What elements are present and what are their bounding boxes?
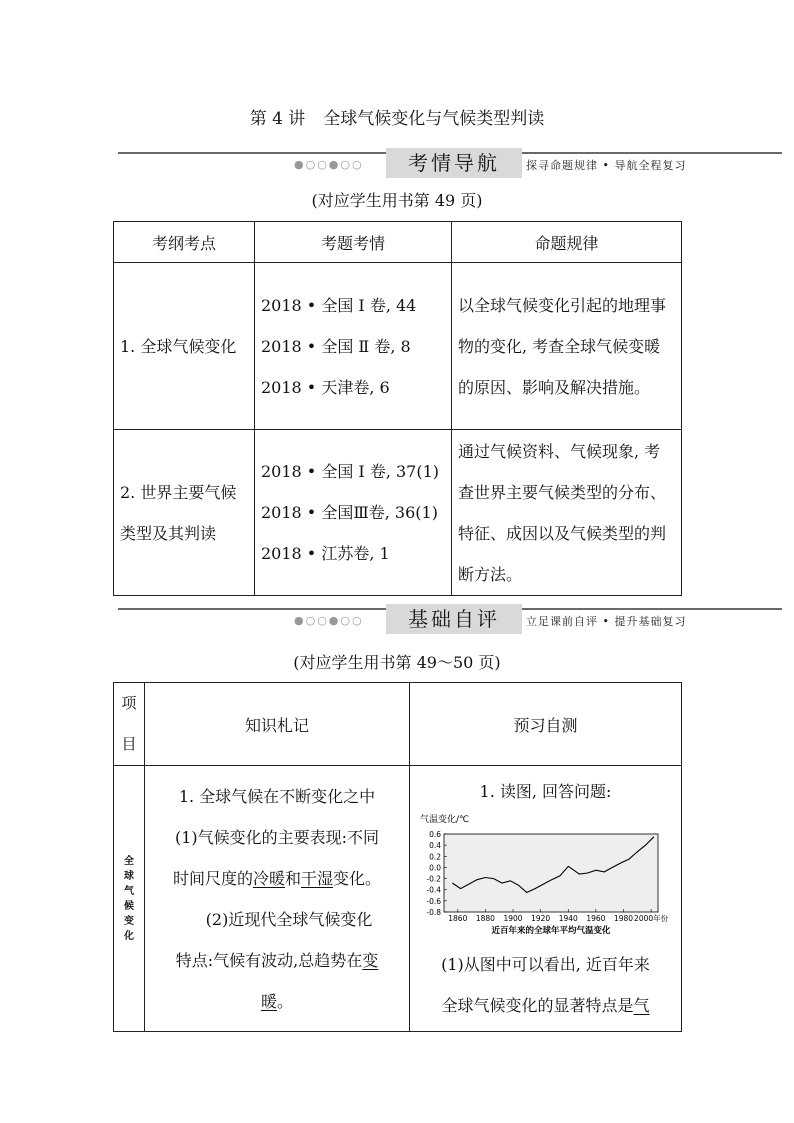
y-tick-label: -0.8 [426,908,441,917]
y-tick-label: -0.2 [426,874,441,884]
banner-label: 基础自评 [386,604,522,634]
note-line: 特点:气候有波动,总趋势在变 [175,950,379,970]
y-tick-label: 0.2 [429,852,441,862]
table-row [114,766,682,1032]
banner-exam-guide [118,148,782,188]
answer-blank: 冷暖 [252,868,285,888]
exam-records [255,263,452,430]
page-reference: (对应学生用书第 49～50 页) [293,653,501,672]
question-line: (1)从图中可以看出, 近百年来 [441,955,650,974]
banner-slogan: 探寻命题规律 • 导航全程复习 [526,159,687,172]
y-tick-label: 0.6 [429,830,441,839]
note-line: (1)气候变化的主要表现:不同 [174,827,380,847]
exam-record: 2018 • 全国Ⅲ卷, 36(1) [261,503,438,522]
banner-dots: ●○○●○○ [294,158,364,171]
exam-record: 2018 • 全国 Ⅰ 卷, 37(1) [261,462,440,481]
table-row [114,430,682,596]
table-row [114,263,682,430]
temperature-chart-svg [418,812,674,942]
exam-record: 2018 • 江苏卷, 1 [261,544,390,563]
exam-record: 2018 • 全国 Ⅱ 卷, 8 [261,336,411,356]
y-tick-label: 0.4 [429,841,441,851]
header-cell: 考纲考点 [114,222,255,263]
row-label-text: 全 球 气 候 变 化 [124,855,134,942]
exam-rule: 通过气候资料、气候现象, 考查世界主要气候类型的分布、特征、成因以及气候类型的判断方法。 [452,430,682,596]
exam-table [113,221,682,596]
row-label [114,766,145,1032]
lesson-name: 全球气候变化与气候类型判读 [323,109,545,129]
exam-point: 1. 全球气候变化 [114,263,255,430]
lesson-number: 第 4 讲 [249,109,306,129]
answer-blank: 暖 [260,991,277,1011]
note-line: (2)近现代全球气候变化 [205,909,373,929]
banner-self-eval [118,604,782,644]
exam-records [255,430,452,596]
table-header-row [114,683,682,766]
preview-table [113,682,682,1032]
header-cell: 预习自测 [410,683,682,766]
table-header-row [114,222,682,263]
y-axis-label: 气温变化/℃ [420,815,470,825]
chart-title: 近百年来的全球年平均气温变化 [491,926,611,936]
lesson-title [0,104,794,129]
note-line: 时间尺度的冷暖和干湿变化。 [172,868,382,888]
x-tick-label: 1940 [558,914,578,923]
note-line: 1. 全球气候在不断变化之中 [178,786,376,806]
knowledge-notes [145,766,410,1032]
exam-record: 2018 • 天津卷, 6 [261,377,390,397]
header-cell: 知识札记 [145,683,410,766]
plot-area [444,834,658,912]
banner-label: 考情导航 [386,148,522,178]
exam-record: 2018 • 全国 Ⅰ 卷, 44 [261,295,417,315]
banner-dots: ●○○●○○ [294,614,364,627]
answer-blank: 变 [362,950,379,970]
header-item-char: 目 [121,735,137,753]
question-line: 1. 读图, 回答问题: [479,782,612,801]
y-tick-label: -0.6 [426,896,441,906]
x-tick-label: 1880 [475,914,495,923]
header-cell: 命题规律 [452,222,682,263]
practice-cell [410,766,682,1032]
y-tick-label: -0.4 [426,885,441,895]
exam-point: 2. 世界主要气候类型及其判读 [114,430,255,596]
x-tick-label: 1900 [503,914,523,923]
header-item-char: 项 [121,694,137,712]
question-line: 全球气候变化的显著特点是气 [441,996,650,1015]
header-cell: 考题考情 [255,222,452,263]
temperature-chart [418,812,673,944]
exam-rule: 以全球气候变化引起的地理事物的变化, 考查全球气候变暖的原因、影响及解决措施。 [452,263,682,430]
x-tick-label: 1860 [448,914,468,923]
note-line: 暖。 [260,991,294,1011]
header-cell-item [114,683,145,766]
x-tick-label: 1920 [531,914,551,923]
x-tick-label: 2000年份 [634,914,669,923]
x-tick-label: 1980 [613,914,634,923]
banner-slogan: 立足课前自评 • 提升基础复习 [526,615,687,628]
answer-blank: 气 [633,996,650,1015]
y-tick-label: 0.0 [429,863,441,873]
page-reference: (对应学生用书第 49 页) [311,191,483,210]
answer-blank: 干湿 [301,868,334,888]
x-tick-label: 1960 [586,914,606,923]
